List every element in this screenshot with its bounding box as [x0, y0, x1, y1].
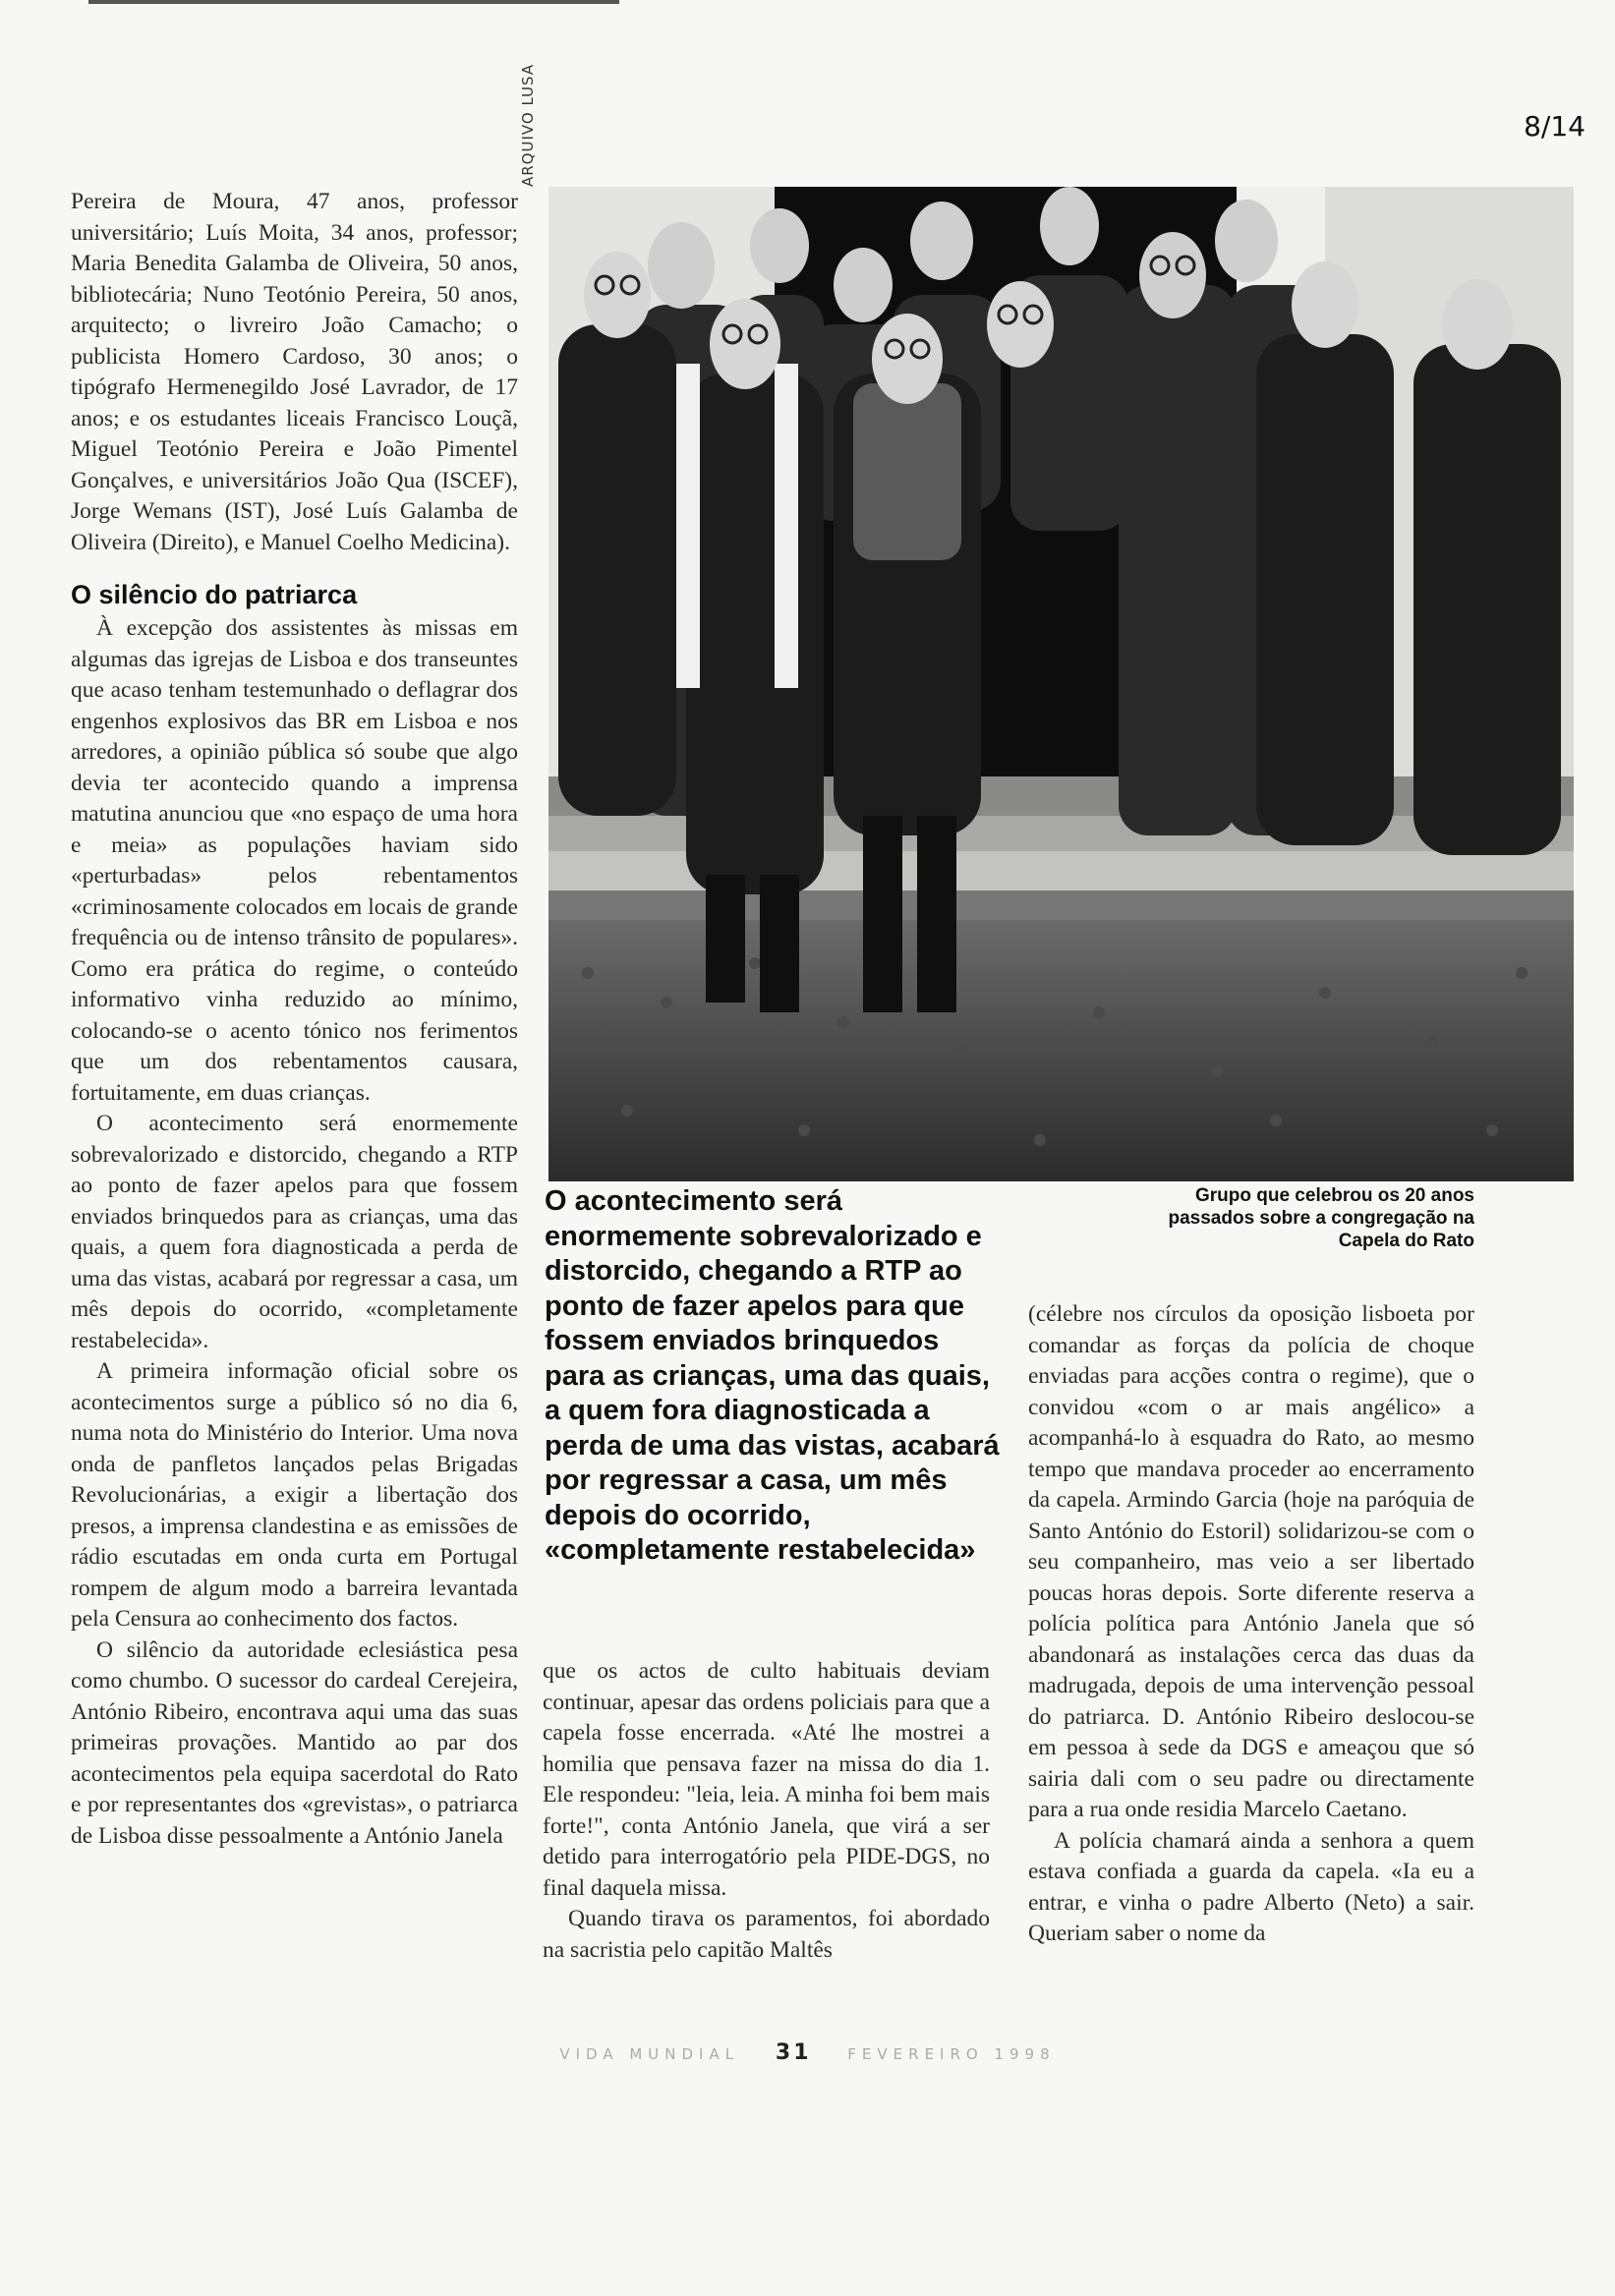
middle-column	[543, 1656, 990, 1966]
group-photo	[548, 187, 1574, 1181]
paragraph: A polícia chamará ainda a senhora a quem estava confiada a guarda da capela. «Ia eu a entrar, e vinha o padre Alberto (Neto) a sair. Queriam saber o nome da	[1028, 1827, 1474, 1946]
page-footer	[0, 2040, 1615, 2065]
footer-date: FEVEREIRO 1998	[847, 2045, 1056, 2063]
photo-credit: ARQUIVO LUSA	[519, 63, 537, 187]
paragraph: Pereira de Moura, 47 anos, professor universitário; Luís Moita, 34 anos, professor; Maria Benedita Galamba de Oliveira, 50 anos, bibliotecária; Nuno Teotónio Pereira, 50 anos, arquitecto; o livreiro João Camacho; o publicista Homero Cardoso, 30 anos; o tipógrafo Hermenegildo José Lavrador, de 17 anos; e os estudantes liceais Francisco Louçã, Miguel Teotónio Pereira e João Pimentel Gonçalves, e universitários João Qua (ISCEF), Jorge Wemans (IST), José Luís Galamba de Oliveira (Direito), e Manuel Coelho Medicina).	[71, 189, 518, 555]
paragraph: O acontecimento será enormemente sobrevalorizado e distorcido, chegando a RTP ao ponto de fazer apelos para que fossem enviados brinquedos para as crianças, uma das quais, a quem fora diagnosticada a perda de uma das vistas, acabará por regressar a casa, um mês depois do ocorrido, «completamente restabelecida».	[71, 1111, 518, 1353]
paragraph: O silêncio da autoridade eclesiástica pesa como chumbo. O sucessor do cardeal Cerejeira, António Ribeiro, encontrava aqui uma das suas primeiras provações. Mantido ao par dos acontecimentos pela equipa sacerdotal do Rato e por representantes dos «grevistas», o patriarca de Lisboa disse pessoalmente a António Janela	[71, 1636, 518, 1849]
footer-page-number: 31	[775, 2040, 812, 2065]
paragraph: que os actos de culto habituais deviam continuar, apesar das ordens policiais para que a capela fosse encerrada. «Até lhe mostrei a homilia que pensava fazer na missa do dia 1. Ele respondeu: "leia, leia. A minha foi bem mais forte!", conta António Janela, que virá a ser detido para interrogatório pela PIDE-DGS, no final daquela missa.	[543, 1658, 990, 1901]
paragraph: A primeira informação oficial sobre os acontecimentos surge a público só no dia 6, numa nota do Ministério do Interior. Uma nova onda de panfletos lançados pelas Brigadas Revolucionárias, a exigir a libertação dos presos, a imprensa clandestina e as emissões de rádio escutadas em onda curta em Portugal rompem de algum modo a barreira levantada pela Censura ao conhecimento dos factos.	[71, 1358, 518, 1632]
left-column	[71, 187, 518, 1852]
paragraph: Quando tirava os paramentos, foi abordado na sacristia pelo capitão Maltês	[543, 1906, 990, 1963]
top-rule	[88, 0, 619, 4]
group-photo-illustration	[548, 187, 1574, 1181]
pull-quote: O acontecimento será enormemente sobrevalorizado e distorcido, chegando a RTP ao ponto de fazer apelos para que fossem enviados brinquedos para as crianças, uma das quais, a quem fora diagnosticada a perda de uma das vistas, acabará por regressar a casa, um mês depois do ocorrido, «completamente restabelecida»	[545, 1185, 1000, 1566]
section-subheading: O silêncio do patriarca	[71, 580, 358, 609]
paragraph: (célebre nos círculos da oposição lisboeta por comandar as forças da polícia de choque enviadas para acções contra o regime), que o convidou «com o ar mais angélico» a acompanhá-lo à esquadra do Rato, ao mesmo tempo que mandava proceder ao encerramento da capela. Armindo Garcia (hoje na paróquia de Santo António do Estoril) solidarizou-se com o seu companheiro, mas veio a ser libertado poucas horas depois. Sorte diferente reserva a polícia política para António Janela que só abandonará as instalações cerca das duas da madrugada, depois de uma intervenção pessoal do patriarca. D. António Ribeiro deslocou-se em pessoa à sede da DGS e ameaçou que só sairia dali com o seu padre ou directamente para a rua onde residia Marcelo Caetano.	[1028, 1301, 1474, 1822]
paragraph: À excepção dos assistentes às missas em algumas das igrejas de Lisboa e dos transeuntes que acaso tenham testemunhado o deflagrar dos engenhos explosivos das BR em Lisboa e nos arredores, a opinião pública só soube que algo devia ter acontecido quando a imprensa matutina anunciou que «no espaço de uma hora e meia» as populações haviam sido «perturbadas» pelos rebentamentos «criminosamente colocados em locais de grande frequência ou de intenso trânsito de populares». Como era prática do regime, o conteúdo informativo vinha reduzido ao mínimo, colocando-se o acento tónico nos ferimentos que um dos rebentamentos causara, fortuitamente, em duas crianças.	[71, 615, 518, 1106]
photo-caption: Grupo que celebrou os 20 anos passados sobre a congregação na Capela do Rato	[1168, 1185, 1474, 1251]
right-column	[1028, 1299, 1474, 1950]
page-number: 8/14	[1524, 110, 1586, 143]
footer-publication: VIDA MUNDIAL	[559, 2045, 740, 2063]
